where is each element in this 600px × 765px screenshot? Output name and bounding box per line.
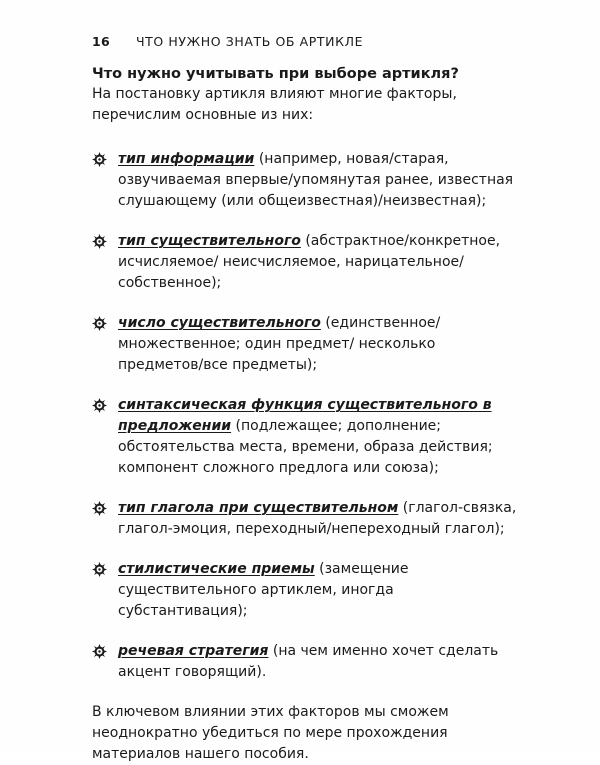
factor-description: (абстрактное/конкретное, исчисляемое/ неисчисляемое, нарицательное/собственное); — [118, 233, 501, 291]
gear-bullet-icon — [92, 562, 107, 577]
page-content — [92, 64, 522, 765]
factor-list-item — [92, 641, 522, 683]
gear-bullet-icon — [92, 234, 107, 249]
factor-description: (единственное/множественное; один предмет/ несколько предметов/все предметы); — [118, 315, 441, 373]
factor-list-item — [92, 395, 522, 479]
conclusion-paragraph: В ключевом влиянии этих факторов мы сможем неоднократно убедиться по мере прохождения материалов нашего пособия. — [92, 704, 449, 762]
factor-term: стилистические приемы — [118, 561, 315, 577]
factor-term: тип глагола при существительном — [118, 500, 399, 516]
running-title: ЧТО НУЖНО ЗНАТЬ ОБ АРТИКЛЕ — [136, 34, 364, 49]
factor-list-item — [92, 559, 522, 622]
factor-list — [92, 149, 522, 683]
factor-term: число существительного — [118, 315, 321, 331]
gear-bullet-icon — [92, 501, 107, 516]
factor-list-item — [92, 313, 522, 376]
factor-term: тип информации — [118, 151, 255, 167]
page-number: 16 — [92, 34, 110, 49]
factor-description: (на чем именно хочет сделать акцент говорящий). — [118, 643, 499, 680]
gear-bullet-icon — [92, 152, 107, 167]
factor-list-item — [92, 149, 522, 212]
gear-bullet-icon — [92, 398, 107, 413]
factor-description: (подлежащее; дополнение; обстоятельства места, времени, образа действия; компонент сложного предлога или союза); — [118, 418, 493, 476]
factor-list-item — [92, 498, 522, 540]
section-heading: Что нужно учитывать при выборе артикля? — [92, 66, 459, 82]
gear-bullet-icon — [92, 316, 107, 331]
gear-bullet-icon — [92, 644, 107, 659]
factor-term: тип существительного — [118, 233, 301, 249]
factor-description: (глагол-связка, глагол-эмоция, переходный/непереходный глагол); — [118, 500, 517, 537]
factor-term: речевая стратегия — [118, 643, 269, 659]
factor-description: (замещение существительного артиклем, иногда субстантивация); — [118, 561, 409, 619]
factor-term: синтаксическая функция существительного в предложении — [118, 397, 492, 434]
factor-description: (например, новая/старая, озвучиваемая впервые/упомянутая ранее, известная слушающему (или общеизвестная)/неизвестная); — [118, 151, 514, 209]
running-head — [92, 34, 363, 49]
intro-paragraph: На постановку артикля влияют многие факторы, перечислим основные из них: — [92, 86, 457, 123]
factor-list-item — [92, 231, 522, 294]
